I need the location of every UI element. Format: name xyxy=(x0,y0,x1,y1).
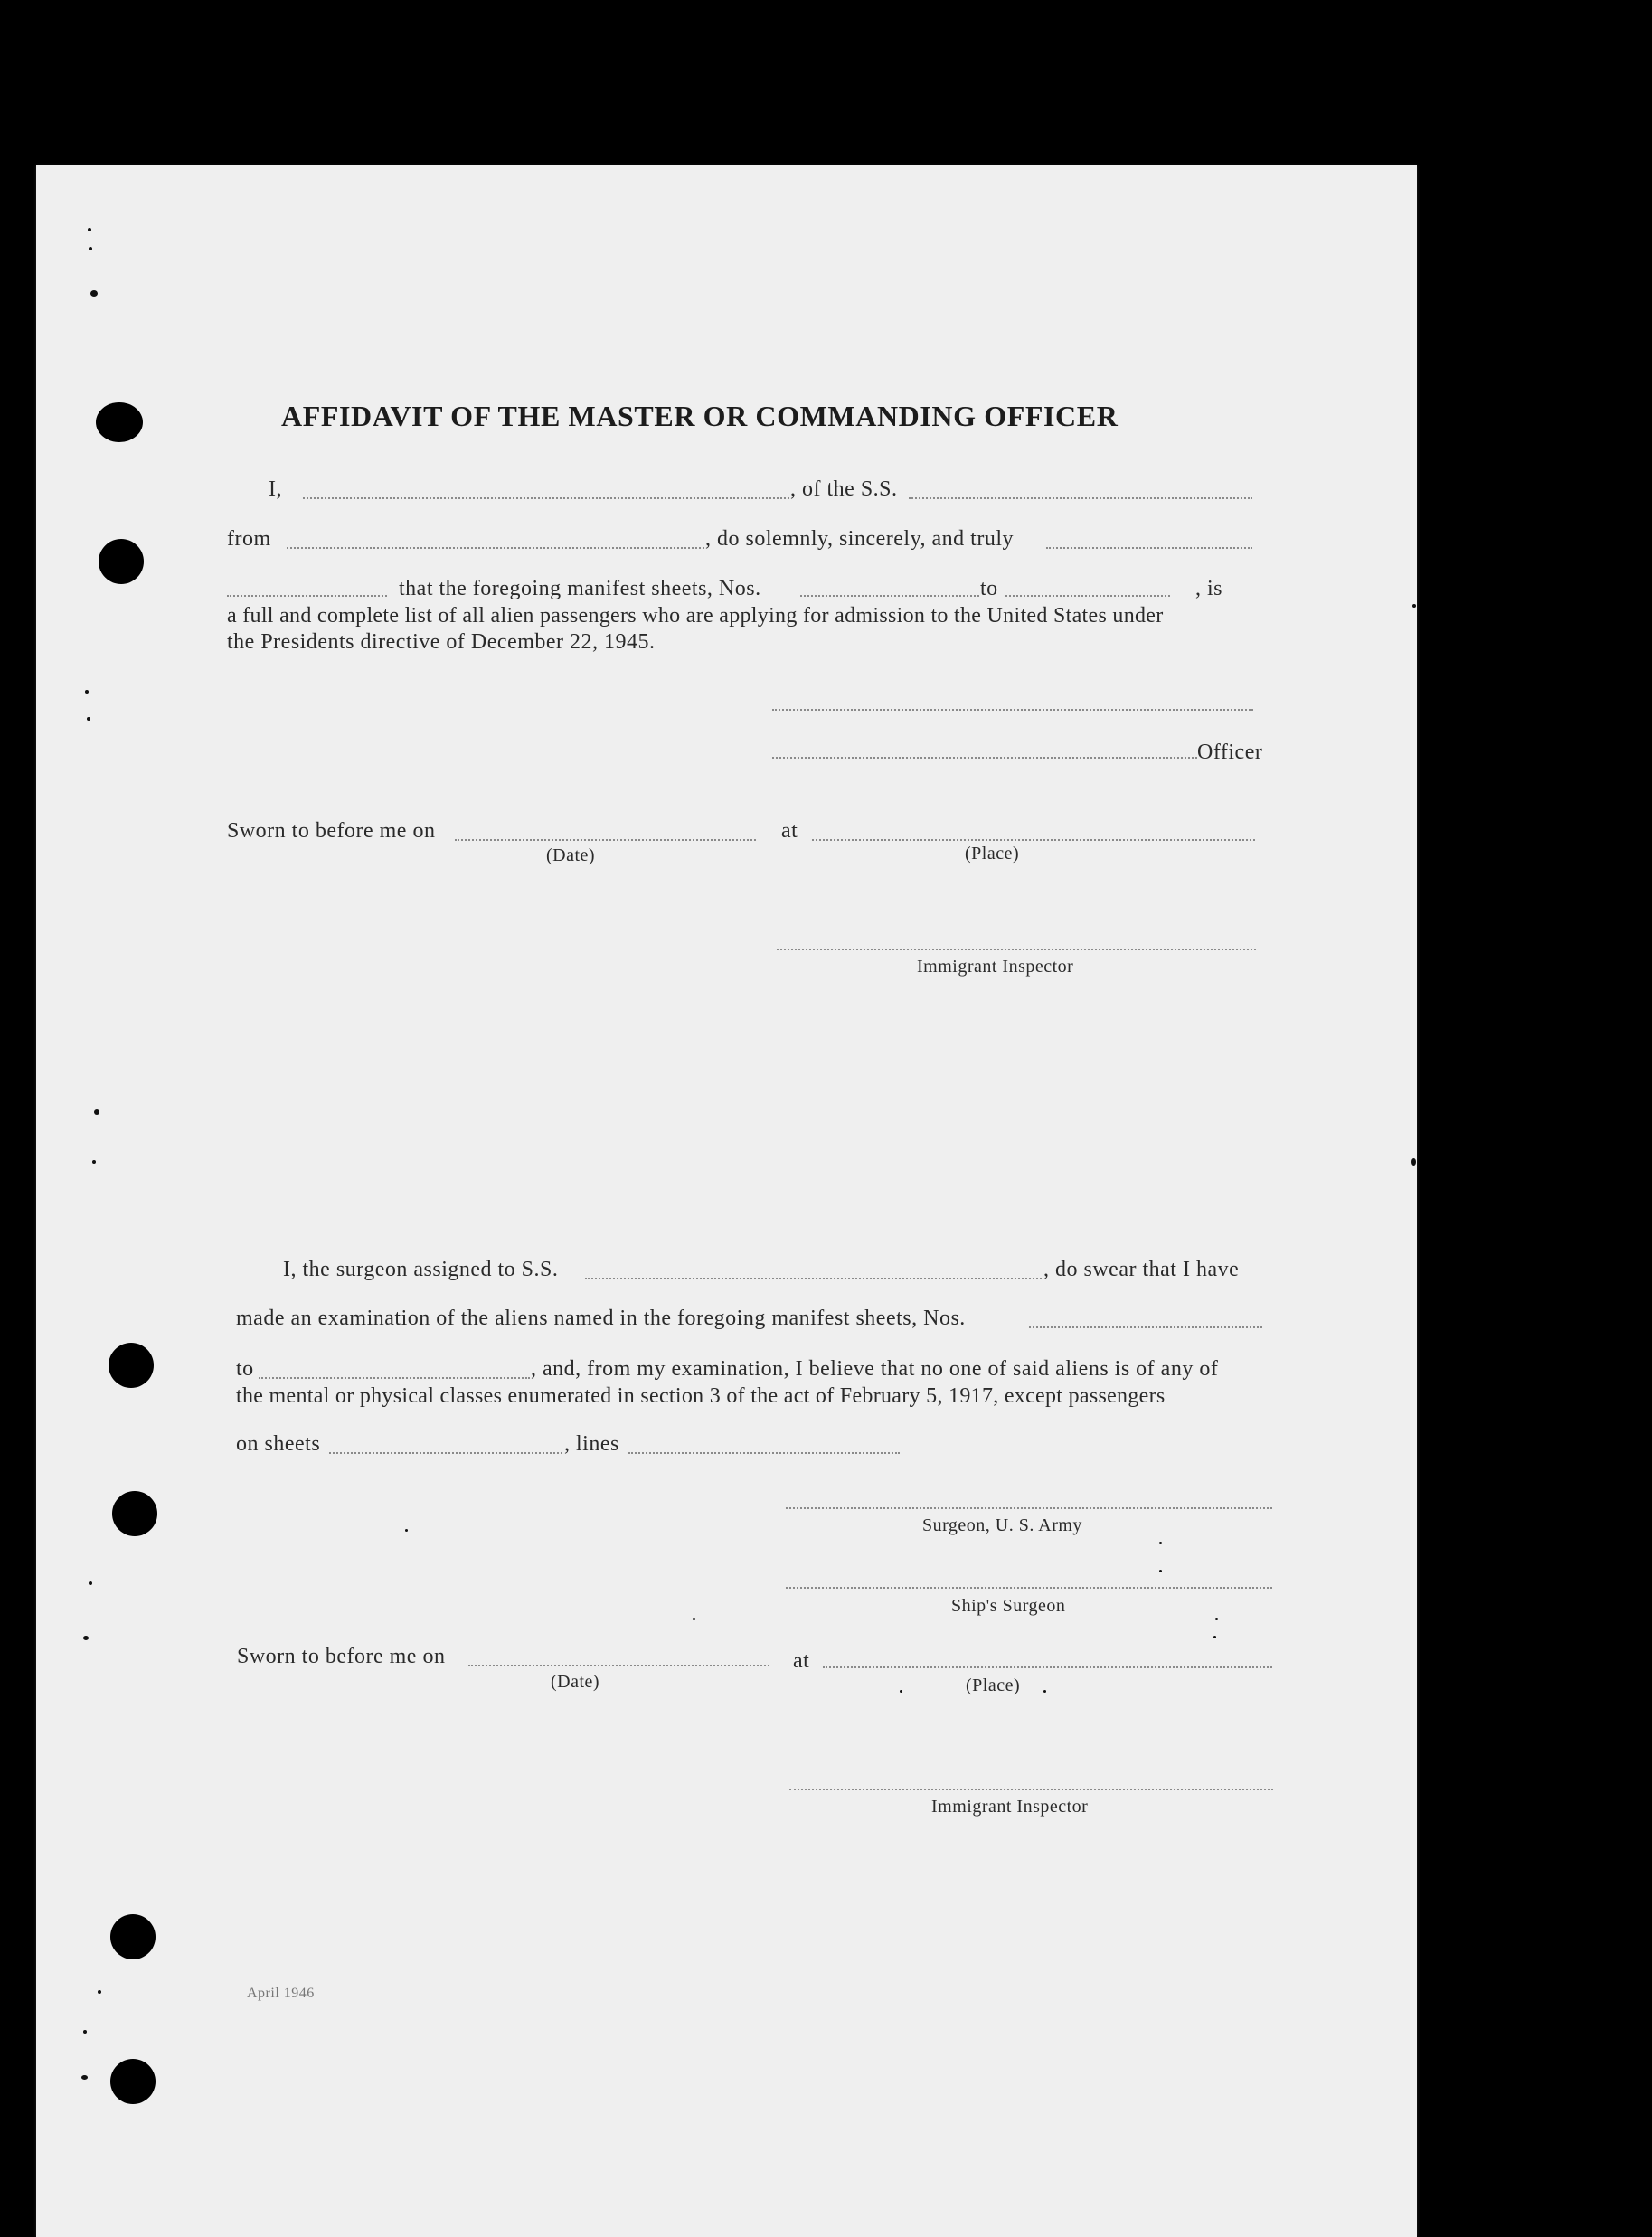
master-of-ss-label: , of the S.S. xyxy=(790,477,898,501)
oath-blank xyxy=(1046,547,1252,549)
lines-label: , lines xyxy=(564,1432,619,1456)
speck xyxy=(81,2075,88,2080)
surgeon-line4: the mental or physical classes enumerated in section 3 of the act of February 5, 1917, except passengers xyxy=(236,1384,1166,1408)
speck xyxy=(98,1990,101,1994)
sworn-place-blank-2 xyxy=(823,1666,1272,1668)
speck xyxy=(87,717,90,721)
form-date-footer: April 1946 xyxy=(247,1986,315,2001)
surgeon-line1-end: , do swear that I have xyxy=(1043,1258,1240,1281)
speck xyxy=(89,247,92,250)
master-i-label: I, xyxy=(269,477,282,501)
speck xyxy=(1213,1636,1216,1638)
surgeon-line3-rest: , and, from my examination, I believe that no one of said aliens is of any of xyxy=(531,1357,1219,1381)
surgeon-sheets-from-blank xyxy=(1029,1326,1262,1328)
document-page xyxy=(36,165,1417,2237)
ship-surgeon-label: Ship's Surgeon xyxy=(951,1596,1066,1616)
swear-label: , do solemnly, sincerely, and truly xyxy=(705,527,1014,551)
speck xyxy=(1215,1618,1218,1620)
punch-hole xyxy=(110,1914,156,1959)
surgeon-sheets-to-blank xyxy=(259,1377,530,1379)
speck xyxy=(83,2030,87,2034)
at-label-1: at xyxy=(781,819,798,843)
punch-hole xyxy=(99,539,144,584)
at-label-2: at xyxy=(793,1649,810,1673)
inspector-label-2: Immigrant Inspector xyxy=(931,1797,1089,1817)
sheets-to-blank xyxy=(1005,595,1170,597)
speck xyxy=(90,290,98,297)
speck xyxy=(405,1529,408,1532)
speck xyxy=(1411,1158,1416,1166)
punch-hole xyxy=(110,2059,156,2104)
surgeon-ship-blank xyxy=(585,1278,1042,1279)
inspector-label-1: Immigrant Inspector xyxy=(917,957,1074,977)
speck xyxy=(85,690,89,694)
inspector-signature-blank-1 xyxy=(777,949,1256,950)
affirm-blank xyxy=(227,595,387,597)
surgeon-to-label: to xyxy=(236,1357,254,1381)
army-surgeon-signature-blank xyxy=(786,1507,1272,1509)
punch-hole xyxy=(109,1343,154,1388)
ship-name-blank xyxy=(909,497,1252,499)
surgeon-line2: made an examination of the aliens named in the foregoing manifest sheets, Nos. xyxy=(236,1307,966,1330)
from-label: from xyxy=(227,527,271,551)
place-caption-1: (Place) xyxy=(965,844,1020,864)
speck xyxy=(94,1109,99,1115)
date-caption-1: (Date) xyxy=(546,845,596,865)
on-sheets-label: on sheets xyxy=(236,1432,321,1456)
sworn-date-blank-2 xyxy=(468,1665,769,1666)
is-label: , is xyxy=(1195,577,1223,600)
sworn-date-blank-1 xyxy=(455,839,756,841)
sheets-from-blank xyxy=(800,595,979,597)
speck xyxy=(1043,1690,1046,1693)
speck xyxy=(1159,1570,1162,1572)
army-surgeon-label: Surgeon, U. S. Army xyxy=(922,1515,1082,1535)
speck xyxy=(1412,604,1416,608)
sworn-label-2: Sworn to before me on xyxy=(237,1645,446,1668)
on-sheets-blank xyxy=(329,1452,562,1454)
speck xyxy=(83,1636,89,1640)
sheets-to-label: to xyxy=(980,577,998,600)
place-caption-2: (Place) xyxy=(966,1675,1021,1695)
speck xyxy=(89,1581,92,1585)
sworn-place-blank-1 xyxy=(812,839,1255,841)
punch-hole xyxy=(112,1491,157,1536)
speck xyxy=(693,1618,695,1620)
speck xyxy=(1159,1542,1162,1544)
master-name-blank xyxy=(303,497,789,499)
ship-surgeon-signature-blank xyxy=(786,1587,1272,1589)
signature-blank xyxy=(772,709,1253,711)
surgeon-line1-start: I, the surgeon assigned to S.S. xyxy=(283,1258,559,1281)
officer-label: Officer xyxy=(1197,741,1263,764)
inspector-signature-blank-2 xyxy=(789,1789,1273,1790)
master-statement-line4: a full and complete list of all alien passengers who are applying for admission to the United States under xyxy=(227,604,1164,628)
document-title: AFFIDAVIT OF THE MASTER OR COMMANDING OFFICER xyxy=(281,400,1119,432)
speck xyxy=(900,1690,902,1693)
speck xyxy=(92,1160,96,1164)
officer-signature-blank xyxy=(772,757,1197,759)
foregoing-sheets-label: that the foregoing manifest sheets, Nos. xyxy=(399,577,761,600)
date-caption-2: (Date) xyxy=(551,1672,600,1692)
punch-hole xyxy=(96,402,143,442)
speck xyxy=(88,228,91,231)
port-blank xyxy=(287,547,704,549)
master-statement-line5: the Presidents directive of December 22, 1945. xyxy=(227,630,656,654)
sworn-label-1: Sworn to before me on xyxy=(227,819,436,843)
lines-blank xyxy=(628,1452,900,1454)
